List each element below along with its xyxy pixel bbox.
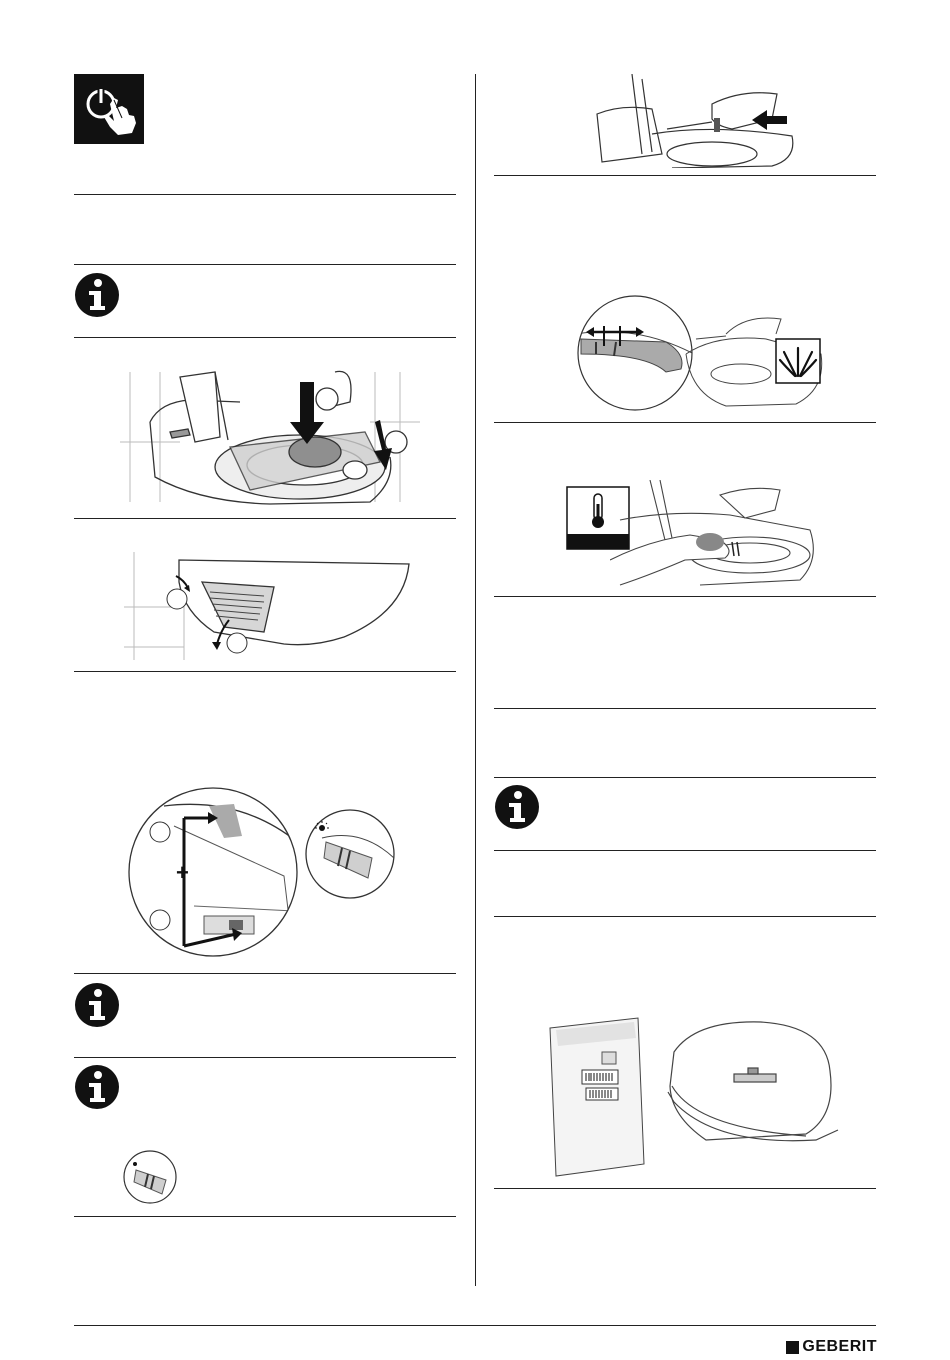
divider [74,1216,456,1217]
info-icon [74,272,120,318]
filter-cover-illustration [124,552,416,660]
divider [74,973,456,974]
brand-name: GEBERIT [802,1338,877,1355]
divider [494,596,876,597]
divider [74,1057,456,1058]
brand-square-icon [786,1341,799,1354]
divider [74,194,456,195]
product-label-illustration [546,1016,842,1178]
divider [494,175,876,176]
divider [74,337,456,338]
shower-spray-icon [775,338,821,384]
info-icon [74,982,120,1028]
divider [494,1188,876,1189]
column-separator [475,74,476,1286]
seat-insert-illustration [120,362,420,512]
divider [494,708,876,709]
divider [74,264,456,265]
divider [494,422,876,423]
divider [494,916,876,917]
info-icon [74,1064,120,1110]
lid-removal-illustration [592,74,802,168]
divider [74,518,456,519]
plus-marker: + [176,860,189,885]
divider [494,777,876,778]
hand-shower-illustration [610,480,830,590]
power-touch-icon [74,74,144,144]
sensor-detail-illustration [124,786,302,960]
footer-divider [74,1325,876,1326]
led-detail-illustration [302,808,398,900]
info-icon [494,784,540,830]
divider [74,671,456,672]
brand-logo [786,1338,877,1356]
divider [494,850,876,851]
led-small-illustration [122,1150,178,1204]
